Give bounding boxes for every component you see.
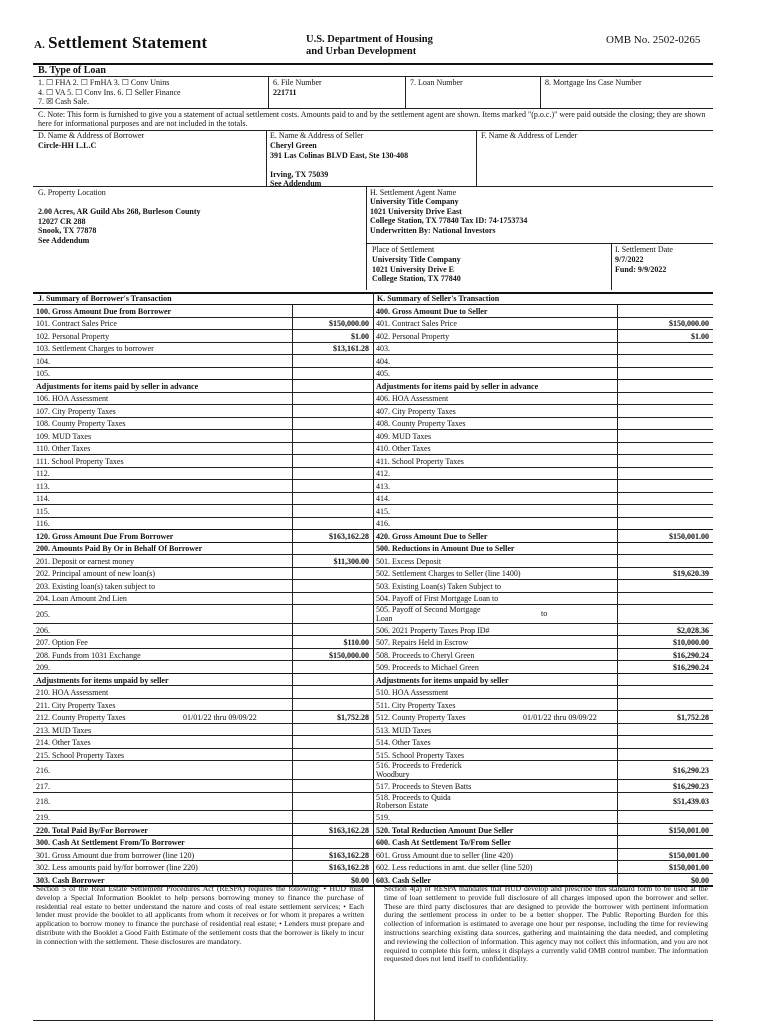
- line-item-label: 101. Contract Sales Price: [36, 319, 117, 329]
- line-item-amount: $163,162.28: [329, 863, 369, 872]
- row-rule: [373, 392, 713, 393]
- line-item-amount: $0.00: [351, 875, 369, 885]
- line-item-amount: $163,162.28: [329, 850, 369, 860]
- row-rule: [33, 723, 373, 724]
- line-item-label: 109. MUD Taxes: [36, 431, 92, 441]
- line-item-label: 602. Less reductions in amt. due seller (line 520): [376, 863, 533, 872]
- row-rule: [33, 354, 373, 355]
- loan-type-heading: B. Type of Loan: [38, 65, 106, 76]
- line-item-label: 502. Settlement Charges to Seller (line 1400): [376, 569, 521, 579]
- line-item-label: 213. MUD Taxes: [36, 725, 92, 735]
- line-item-label: 202. Principal amount of new loan(s): [36, 569, 156, 579]
- line-item-label: 401. Contract Sales Price: [376, 319, 457, 329]
- line-item-label: 415.: [376, 506, 390, 516]
- line-item-amount: $16,290.23: [673, 766, 709, 776]
- divider: [266, 130, 267, 186]
- row-rule: [373, 329, 713, 330]
- row-rule: [33, 504, 373, 505]
- line-item-amount: $150,000.00: [329, 650, 369, 660]
- row-rule: [33, 835, 373, 836]
- line-item-label-continued: Roberson Estate: [376, 801, 429, 810]
- line-item-label: 412.: [376, 469, 390, 479]
- line-item-label: 104.: [36, 356, 50, 366]
- line-item-amount: $163,162.28: [329, 531, 369, 541]
- row-rule: [373, 735, 713, 736]
- line-item-amount: $2,028.36: [677, 625, 709, 635]
- agent-label: H. Settlement Agent Name: [370, 188, 457, 197]
- row-rule: [373, 479, 713, 480]
- line-item-label: 510. HOA Assessment: [376, 688, 449, 697]
- line-item-label: 205.: [36, 609, 50, 619]
- line-item-label: 201. Deposit or earnest money: [36, 556, 134, 566]
- line-item-label: 504. Payoff of First Mortgage Loan to: [376, 594, 499, 604]
- row-rule: [373, 467, 713, 468]
- line-item-label: 407. City Property Taxes: [376, 406, 456, 416]
- line-item-label: 112.: [36, 469, 50, 479]
- line-item-label: 516. Proceeds to Frederick: [376, 761, 462, 771]
- agent-info: University Title Company 1021 University Drive East College Station, TX 77840 Tax ID: 74-1753734 Underwritten By: National Investors: [370, 197, 528, 235]
- line-item-label: 214. Other Taxes: [36, 738, 91, 747]
- line-item-label: 406. HOA Assessment: [376, 394, 449, 404]
- line-item-amount: $150,001.00: [669, 825, 709, 835]
- row-rule: [33, 685, 373, 686]
- line-item-label: 217.: [36, 781, 50, 791]
- line-item-label: 518. Proceeds to Quida: [376, 792, 451, 802]
- row-rule: [33, 454, 373, 455]
- line-item-label: 107. City Property Taxes: [36, 406, 116, 416]
- line-item-label: 416.: [376, 519, 390, 529]
- rule: [366, 243, 713, 244]
- row-rule: [33, 673, 373, 674]
- line-item-label: 207. Option Fee: [36, 638, 88, 647]
- line-item-label: 218.: [36, 797, 50, 807]
- row-rule: [373, 673, 713, 674]
- line-item-label: 219.: [36, 813, 50, 822]
- line-item-label: 210. HOA Assessment: [36, 688, 109, 697]
- row-rule: [33, 304, 373, 305]
- borrower-name: Circle-HH L.L.C: [38, 141, 97, 150]
- row-rule: [373, 492, 713, 493]
- note-text: C. Note: This form is furnished to give you a statement of actual settlement costs. Amounts paid to and by the settlement agent are shown. Items marked "(p.o.c.)" were paid outside the closing; they are shown here for informational purposes and are not included in the totals.: [38, 110, 706, 128]
- section-heading: 200. Amounts Paid By Or in Behalf Of Borrower: [36, 544, 203, 554]
- row-rule: [373, 623, 713, 624]
- loan-number-label: 7. Loan Number: [410, 78, 463, 87]
- line-item-label: 212. County Property Taxes: [36, 713, 126, 722]
- line-item-amount: $150,001.00: [669, 531, 709, 541]
- row-rule: [33, 604, 373, 605]
- row-rule: [33, 792, 373, 793]
- line-item-label: 114.: [36, 494, 50, 504]
- line-item-amount: $1,752.28: [677, 713, 709, 722]
- line-item-label: 517. Proceeds to Steven Batts: [376, 781, 472, 791]
- seller-summary-heading: K. Summary of Seller's Transaction: [377, 294, 500, 303]
- row-rule: [33, 554, 373, 555]
- divider: [611, 243, 612, 290]
- row-rule: [33, 623, 373, 624]
- row-rule: [373, 698, 713, 699]
- place-label: Place of Settlement: [372, 245, 435, 254]
- line-item-amount: $1.00: [351, 331, 369, 341]
- amount-column-divider: [617, 304, 618, 885]
- line-item-period: 01/01/22 thru 09/09/22: [523, 713, 597, 722]
- row-rule: [33, 529, 373, 530]
- row-rule: [33, 329, 373, 330]
- line-item-label: 204. Loan Amount 2nd Lien: [36, 594, 127, 604]
- line-item-label: 501. Excess Deposit: [376, 556, 442, 566]
- line-item-label: 302. Less amounts paid by/for borrower (line 220): [36, 863, 198, 872]
- line-item-label: 215. School Property Taxes: [36, 750, 125, 760]
- section-heading: 400. Gross Amount Due to Seller: [376, 306, 488, 316]
- row-rule: [33, 442, 373, 443]
- row-rule: [373, 442, 713, 443]
- row-rule: [373, 723, 713, 724]
- divider: [366, 186, 367, 290]
- line-item-period: 01/01/22 thru 09/09/22: [183, 713, 257, 722]
- line-item-amount: $110.00: [343, 638, 369, 647]
- line-item-amount: $150,001.00: [669, 863, 709, 872]
- line-item-label: 512. County Property Taxes: [376, 713, 466, 722]
- row-rule: [373, 404, 713, 405]
- row-rule: [373, 748, 713, 749]
- rule: [33, 108, 713, 109]
- row-rule: [373, 660, 713, 661]
- row-rule: [33, 404, 373, 405]
- line-item-amount: $19,620.39: [673, 569, 709, 579]
- line-item-label: 220. Total Paid By/For Borrower: [36, 825, 148, 835]
- row-rule: [33, 635, 373, 636]
- divider: [268, 76, 269, 108]
- row-rule: [373, 648, 713, 649]
- section-heading: Adjustments for items paid by seller in advance: [376, 381, 539, 391]
- settlement-date-label: I. Settlement Date: [615, 245, 673, 254]
- line-item-label: 113.: [36, 481, 50, 491]
- line-item-label: 507. Repairs Held in Escrow: [376, 638, 469, 647]
- line-item-amount: $1.00: [691, 331, 709, 341]
- property-label: G. Property Location: [38, 188, 106, 197]
- line-item-label: 601. Gross Amount due to seller (line 420): [376, 850, 513, 860]
- document-title: A. Settlement Statement: [34, 33, 208, 52]
- row-rule: [33, 592, 373, 593]
- line-item-label: 111. School Property Taxes: [36, 456, 124, 466]
- line-item-label: 208. Funds from 1031 Exchange: [36, 650, 141, 660]
- line-item-label: 503. Existing Loan(s) Taken Subject to: [376, 581, 502, 591]
- row-rule: [373, 810, 713, 811]
- line-item-label: 403.: [376, 344, 390, 354]
- row-rule: [373, 873, 713, 874]
- row-rule: [33, 467, 373, 468]
- line-item-label: 414.: [376, 494, 390, 504]
- line-item-label: 409. MUD Taxes: [376, 431, 432, 441]
- row-rule: [33, 779, 373, 780]
- row-rule: [373, 592, 713, 593]
- row-rule: [33, 417, 373, 418]
- line-item-period: to: [541, 609, 548, 618]
- amount-column-divider: [292, 304, 293, 885]
- line-item-label: 506. 2021 Property Taxes Prop ID#: [376, 625, 490, 635]
- top-rule: [33, 63, 713, 65]
- line-item-label: 511. City Property Taxes: [376, 700, 456, 710]
- row-rule: [373, 554, 713, 555]
- row-rule: [373, 517, 713, 518]
- line-item-label: 209.: [36, 663, 50, 672]
- line-item-label: 303. Cash Borrower: [36, 875, 105, 885]
- row-rule: [33, 392, 373, 393]
- line-item-label: 520. Total Reduction Amount Due Seller: [376, 825, 514, 835]
- line-item-label: 103. Settlement Charges to borrower: [36, 344, 154, 354]
- row-rule: [373, 454, 713, 455]
- line-item-label: 509. Proceeds to Michael Green: [376, 663, 479, 672]
- line-item-label: 301. Gross Amount due from borrower (line 120): [36, 850, 195, 860]
- line-item-label: 120. Gross Amount Due From Borrower: [36, 531, 174, 541]
- file-number-label: 6. File Number: [273, 78, 322, 87]
- row-rule: [373, 710, 713, 711]
- row-rule: [373, 342, 713, 343]
- line-item-label: 514. Other Taxes: [376, 738, 431, 747]
- row-rule: [33, 492, 373, 493]
- settlement-date: 9/7/2022 Fund: 9/9/2022: [615, 255, 667, 274]
- row-rule: [33, 342, 373, 343]
- borrower-summary-heading: J. Summary of Borrower's Transaction: [38, 294, 172, 303]
- line-item-label: 108. County Property Taxes: [36, 419, 126, 429]
- line-item-amount: $16,290.24: [673, 650, 709, 660]
- mortgage-case-label: 8. Mortgage Ins Case Number: [545, 78, 642, 87]
- row-rule: [373, 685, 713, 686]
- row-rule: [373, 367, 713, 368]
- line-item-label: 408. County Property Taxes: [376, 419, 466, 429]
- section-heading: 600. Cash At Settlement To/From Seller: [376, 838, 511, 847]
- divider: [540, 76, 541, 108]
- row-rule: [373, 579, 713, 580]
- row-rule: [33, 698, 373, 699]
- line-item-amount: $11,300.00: [333, 556, 369, 566]
- row-rule: [33, 648, 373, 649]
- row-rule: [33, 748, 373, 749]
- line-item-label: 505. Payoff of Second Mortgage: [376, 605, 481, 614]
- row-rule: [33, 823, 373, 824]
- section-heading: Adjustments for items unpaid by seller: [376, 675, 509, 685]
- file-number-value: 221711: [273, 88, 297, 97]
- section-heading: 300. Cash At Settlement From/To Borrower: [36, 838, 185, 847]
- row-rule: [373, 504, 713, 505]
- row-rule: [33, 810, 373, 811]
- line-item-amount: $13,161.28: [333, 344, 369, 354]
- row-rule: [33, 379, 373, 380]
- row-rule: [373, 529, 713, 530]
- line-item-amount: $150,000.00: [669, 319, 709, 329]
- line-item-label-continued: Loan: [376, 613, 393, 623]
- line-item-label: 420. Gross Amount Due to Seller: [376, 531, 488, 541]
- row-rule: [373, 835, 713, 836]
- row-rule: [33, 579, 373, 580]
- line-item-label: 106. HOA Assessment: [36, 394, 109, 404]
- line-item-label: 116.: [36, 519, 50, 529]
- line-item-amount: $16,290.23: [673, 781, 709, 791]
- line-item-amount: $163,162.28: [329, 825, 369, 835]
- divider: [405, 76, 406, 108]
- line-item-label: 603. Cash Seller: [376, 875, 431, 885]
- line-item-label: 211. City Property Taxes: [36, 700, 116, 710]
- row-rule: [33, 367, 373, 368]
- row-rule: [33, 317, 373, 318]
- row-rule: [373, 354, 713, 355]
- row-rule: [373, 567, 713, 568]
- row-rule: [33, 710, 373, 711]
- row-rule: [373, 304, 713, 305]
- line-item-label: 206.: [36, 625, 50, 635]
- line-item-label: 102. Personal Property: [36, 331, 110, 341]
- row-rule: [373, 823, 713, 824]
- divider: [476, 130, 477, 186]
- line-item-amount: $51,439.03: [673, 797, 709, 807]
- seller-label: E. Name & Address of Seller: [270, 131, 364, 140]
- row-rule: [33, 567, 373, 568]
- row-rule: [373, 317, 713, 318]
- line-item-amount: $150,000.00: [329, 319, 369, 329]
- line-item-amount: $16,290.24: [673, 663, 709, 672]
- rule: [33, 76, 713, 77]
- department-name: U.S. Department of Housing and Urban Development: [306, 34, 433, 57]
- line-item-label: 411. School Property Taxes: [376, 456, 464, 466]
- row-rule: [33, 860, 373, 861]
- row-rule: [373, 860, 713, 861]
- property-location: 2.00 Acres, AR Guild Abs 268, Burleson County 12027 CR 288 Snook, TX 77878 See Addendum: [38, 207, 201, 245]
- row-rule: [33, 848, 373, 849]
- respa-section4-text: Section 4(a) of RESPA mandates that HUD develop and prescribe this standard form to be used at the time of loan settlement to provide full disclosure of all charges imposed upon the borrower and seller. These are third party disclosures that are designed to provide the borrower with pertinent information during the settlement process in order to be a better shopper. The Public Reporting Burden for this collection of information is estimated to average one hour per response, including the time for reviewing instructions searching existing data sources, gathering and maintaining the data needed, and completing and reviewing the collection of information. This agency may not collect this information, and you are not required to complete this form, unless it displays a currently valid OMB control number. The information requested does not lend itself to confidentiality.: [384, 884, 708, 964]
- row-rule: [373, 417, 713, 418]
- line-item-label: 404.: [376, 356, 390, 366]
- row-rule: [373, 379, 713, 380]
- bottom-rule: [33, 1020, 713, 1021]
- divider: [374, 884, 375, 1020]
- line-item-label: 203. Existing loan(s) taken subject to: [36, 581, 156, 591]
- row-rule: [373, 848, 713, 849]
- center-divider: [373, 292, 374, 884]
- loan-type-options: 1. ☐ FHA 2. ☐ FmHA 3. ☐ Conv Unins 4. ☐ VA 5. ☐ Conv Ins. 6. ☐ Seller Finance 7. ☒ Cash Sale.: [38, 78, 181, 107]
- line-item-amount: $10,000.00: [673, 638, 709, 647]
- line-item-label: 410. Other Taxes: [376, 444, 431, 454]
- section-heading: Adjustments for items unpaid by seller: [36, 675, 169, 685]
- line-item-label: 515. School Property Taxes: [376, 750, 465, 760]
- row-rule: [33, 429, 373, 430]
- row-rule: [373, 542, 713, 543]
- section-heading: Adjustments for items paid by seller in advance: [36, 381, 199, 391]
- row-rule: [373, 779, 713, 780]
- row-rule: [33, 660, 373, 661]
- row-rule: [33, 517, 373, 518]
- line-item-label: 508. Proceeds to Cheryl Green: [376, 650, 475, 660]
- row-rule: [373, 635, 713, 636]
- respa-section5-text: Section 5 of the Real Estate Settlement Procedures Act (RESPA) requires the following: • HUD must develop a Special Information Booklet to help persons borrowing money to finance the purchase of residential real estate to better understand the nature and costs of real estate settlement services; • Each lender must provide the booklet to all applicants from whom it receives or for whom it prepares a written application to borrow money to finance the purchase of residential real estate; • Lenders must prepare and distribute with the Booklet a Good Faith Estimate of the settlement costs that the borrower is likely to incur in connection with the settlement. These disclosures are mandatory.: [36, 884, 364, 946]
- line-item-label: 105.: [36, 369, 50, 379]
- section-heading: 500. Reductions in Amount Due to Seller: [376, 544, 515, 554]
- omb-number: OMB No. 2502-0265: [606, 34, 701, 46]
- line-item-label: 110. Other Taxes: [36, 444, 91, 454]
- line-item-amount: $1,752.28: [337, 713, 369, 722]
- borrower-label: D. Name & Address of Borrower: [38, 131, 145, 140]
- line-item-label: 115.: [36, 506, 50, 516]
- row-rule: [33, 542, 373, 543]
- row-rule: [33, 735, 373, 736]
- line-item-label-continued: Woodbury: [376, 769, 410, 779]
- row-rule: [33, 479, 373, 480]
- section-heading: 100. Gross Amount Due from Borrower: [36, 306, 172, 316]
- row-rule: [33, 873, 373, 874]
- line-item-amount: $0.00: [691, 875, 709, 885]
- place-of-settlement: University Title Company 1021 University Drive E College Station, TX 77840: [372, 255, 461, 284]
- line-item-label: 513. MUD Taxes: [376, 725, 432, 735]
- line-item-label: 413.: [376, 481, 390, 491]
- lender-label: F. Name & Address of Lender: [481, 131, 578, 140]
- line-item-label: 216.: [36, 766, 50, 776]
- seller-address: Cheryl Green 391 Las Colinas BLVD East, Ste 130-408 Irving, TX 75039 See Addendum: [270, 141, 409, 189]
- line-item-label: 402. Personal Property: [376, 331, 450, 341]
- line-item-amount: $150,001.00: [669, 850, 709, 860]
- line-item-label: 519.: [376, 813, 390, 822]
- line-item-label: 405.: [376, 369, 390, 379]
- rule: [33, 186, 713, 187]
- row-rule: [33, 760, 373, 761]
- row-rule: [373, 429, 713, 430]
